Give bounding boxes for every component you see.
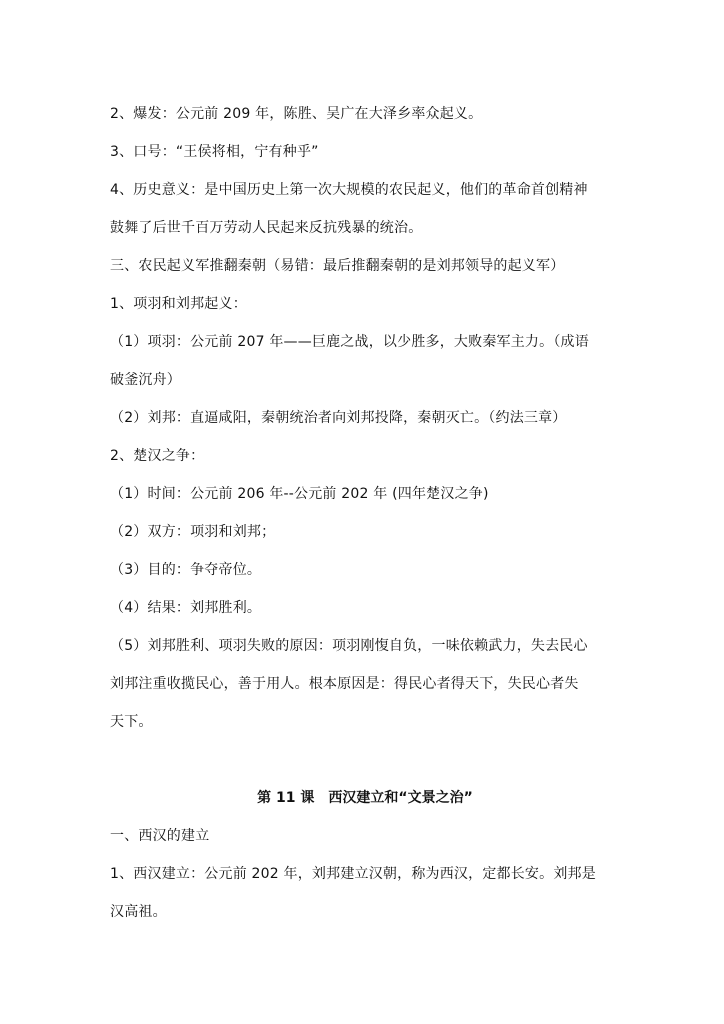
text-line-reason-end: 天下。 <box>110 714 153 730</box>
text-line-chu-han-war: 2、楚汉之争： <box>110 448 205 464</box>
text-line-reason: （5）刘邦胜利、项羽失败的原因：项羽刚愎自负，一味依赖武力，失去民心 <box>110 638 588 654</box>
text-line-section-overthrow-qin: 三、农民起义军推翻秦朝（易错：最后推翻秦朝的是刘邦领导的起义军） <box>110 258 565 274</box>
text-line-liubang: （2）刘邦：直逼咸阳，秦朝统治者向刘邦投降，秦朝灭亡。（约法三章） <box>110 410 567 426</box>
text-line-xiangyu-cont: 破釜沉舟） <box>110 372 181 388</box>
text-line-time: （1）时间：公元前 206 年--公元前 202 年 (四年楚汉之争) <box>110 486 489 502</box>
text-line-outbreak: 2、爆发：公元前 209 年，陈胜、吴广在大泽乡率众起义。 <box>110 106 483 122</box>
text-line-xiangyu: （1）项羽：公元前 207 年——巨鹿之战，以少胜多，大败秦军主力。（成语 <box>110 334 589 350</box>
text-line-purpose: （3）目的：争夺帝位。 <box>110 562 262 578</box>
lesson-title: 第 11 课 西汉建立和“文景之治” <box>257 790 473 806</box>
text-line-western-han-section: 一、西汉的建立 <box>110 828 210 844</box>
text-line-western-han-founding: 1、西汉建立：公元前 202 年，刘邦建立汉朝，称为西汉，定都长安。刘邦是 <box>110 866 596 882</box>
text-line-significance: 4、历史意义：是中国历史上第一次大规模的农民起义，他们的革命首创精神 <box>110 182 588 198</box>
text-line-xiangyu-liubang: 1、项羽和刘邦起义： <box>110 296 247 312</box>
text-line-slogan: 3、口号：“王侯将相，宁有种乎” <box>110 144 319 160</box>
text-line-western-han-founding-cont: 汉高祖。 <box>110 904 167 920</box>
text-line-sides: （2）双方：项羽和刘邦； <box>110 524 276 540</box>
text-line-reason-cont: 刘邦注重收揽民心，善于用人。根本原因是：得民心者得天下，失民心者失 <box>110 676 579 692</box>
text-line-significance-cont: 鼓舞了后世千百万劳动人民起来反抗残暴的统治。 <box>110 220 423 236</box>
text-line-result: （4）结果：刘邦胜利。 <box>110 600 262 616</box>
